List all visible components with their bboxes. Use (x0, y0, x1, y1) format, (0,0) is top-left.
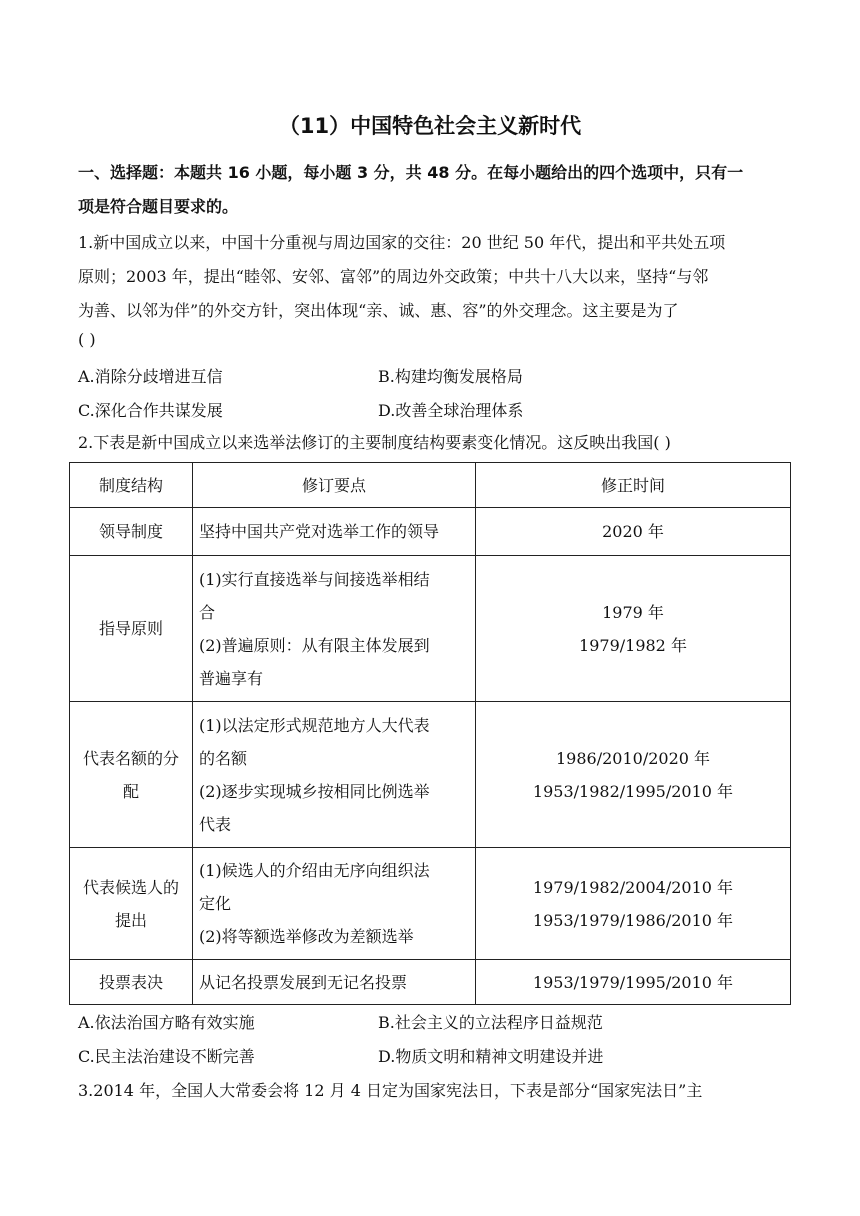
points-cell: 坚持中国共产党对选举工作的领导 (193, 508, 476, 556)
q2-option-d: D.物质文明和精神文明建设并进 (378, 1047, 604, 1066)
points-cell: (1)以法定形式规范地方人大代表 的名额 (2)逐步实现城乡按相同比例选举 代表 (193, 702, 476, 848)
election-law-table (69, 462, 791, 1005)
times-cell: 1979/1982/2004/2010 年 1953/1979/1986/2010 年 (476, 848, 791, 960)
times-cell: 2020 年 (476, 508, 791, 556)
section-heading-line1: 一、选择题：本题共 16 小题，每小题 3 分，共 48 分。在每小题给出的四个选项中，只有一 (78, 163, 744, 182)
table-header-row (70, 463, 791, 508)
structure-cell: 领导制度 (70, 508, 193, 556)
q2-option-c: C.民主法治建设不断完善 (78, 1047, 255, 1066)
table-header-cell: 修正时间 (476, 463, 791, 508)
table-row (70, 848, 791, 960)
times-cell: 1979 年 1979/1982 年 (476, 556, 791, 702)
q2-option-a: A.依法治国方略有效实施 (78, 1013, 255, 1032)
q1-option-c: C.深化合作共谋发展 (78, 401, 223, 420)
q2-option-b: B.社会主义的立法程序日益规范 (378, 1013, 603, 1032)
q1-stem-line3: 为善、以邻为伴”的外交方针，突出体现“亲、诚、惠、容”的外交理念。这主要是为了 (78, 301, 679, 320)
table-row (70, 556, 791, 702)
points-cell: (1)候选人的介绍由无序向组织法 定化 (2)将等额选举修改为差额选举 (193, 848, 476, 960)
q1-option-a: A.消除分歧增进互信 (78, 367, 223, 386)
structure-cell: 投票表决 (70, 960, 193, 1005)
q1-stem-line1: 1.新中国成立以来，中国十分重视与周边国家的交往：20 世纪 50 年代，提出和平共处五项 (78, 233, 726, 252)
q1-option-b: B.构建均衡发展格局 (378, 367, 523, 386)
table-row (70, 508, 791, 556)
q2-stem: 2.下表是新中国成立以来选举法修订的主要制度结构要素变化情况。这反映出我国( ) (78, 433, 671, 452)
table-row (70, 702, 791, 848)
structure-cell: 指导原则 (70, 556, 193, 702)
points-cell: 从记名投票发展到无记名投票 (193, 960, 476, 1005)
q1-stem-line2: 原则；2003 年，提出“睦邻、安邻、富邻”的周边外交政策；中共十八大以来，坚持“与邻 (78, 267, 709, 286)
page-title: （11）中国特色社会主义新时代 (278, 114, 582, 138)
q1-option-d: D.改善全球治理体系 (378, 401, 524, 420)
structure-cell: 代表名额的分 配 (70, 702, 193, 848)
points-cell: (1)实行直接选举与间接选举相结 合 (2)普遍原则：从有限主体发展到 普遍享有 (193, 556, 476, 702)
table-row (70, 960, 791, 1005)
times-cell: 1986/2010/2020 年 1953/1982/1995/2010 年 (476, 702, 791, 848)
times-cell: 1953/1979/1995/2010 年 (476, 960, 791, 1005)
q3-stem: 3.2014 年，全国人大常委会将 12 月 4 日定为国家宪法日，下表是部分“国家宪法日”主 (78, 1081, 703, 1100)
section-heading-line2: 项是符合题目要求的。 (78, 197, 239, 216)
table-header-cell: 修订要点 (193, 463, 476, 508)
table-header-cell: 制度结构 (70, 463, 193, 508)
q1-answer-blank: ( ) (78, 330, 96, 349)
structure-cell: 代表候选人的 提出 (70, 848, 193, 960)
